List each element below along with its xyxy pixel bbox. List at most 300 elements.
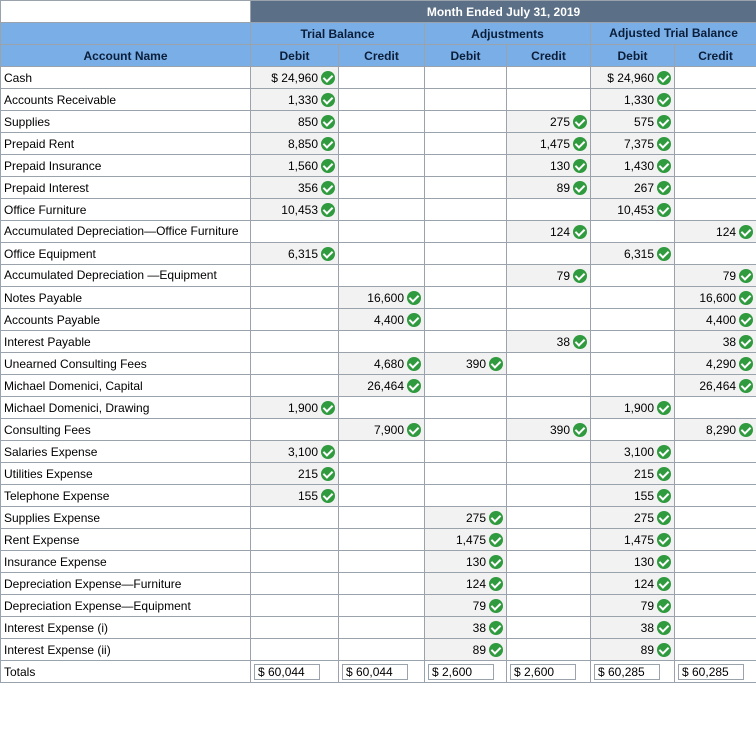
table-row — [1, 397, 756, 419]
tb-debit-cell[interactable] — [251, 397, 339, 419]
atb-debit-cell[interactable] — [591, 463, 675, 485]
atb-debit-cell[interactable] — [591, 595, 675, 617]
check-circle-icon — [739, 335, 753, 349]
atb-debit-cell[interactable] — [591, 353, 675, 375]
check-circle-icon — [739, 357, 753, 371]
tb-credit-cell[interactable] — [339, 639, 425, 661]
atb-credit-cell[interactable] — [675, 133, 756, 155]
table-row — [1, 595, 756, 617]
adj-debit-total-cell[interactable] — [425, 661, 507, 683]
atb-debit-cell[interactable] — [591, 331, 675, 353]
adj-debit-cell[interactable] — [425, 309, 507, 331]
adj-debit-cell[interactable] — [425, 639, 507, 661]
account-name: Interest Expense (i) — [1, 617, 251, 639]
tb-debit-cell[interactable] — [251, 595, 339, 617]
adj-credit-cell[interactable] — [507, 639, 591, 661]
account-name: Telephone Expense — [1, 485, 251, 507]
atb-debit-cell[interactable] — [591, 67, 675, 89]
account-name: Insurance Expense — [1, 551, 251, 573]
adj-credit-value: 38 — [556, 334, 570, 349]
check-circle-icon — [407, 357, 421, 371]
adj-credit-cell[interactable] — [507, 133, 591, 155]
adj-debit-total: $ 2,600 — [428, 664, 494, 680]
tb-debit-cell[interactable] — [251, 155, 339, 177]
atb-debit-cell[interactable] — [591, 507, 675, 529]
check-circle-icon — [657, 93, 671, 107]
tb-credit-value: 16,600 — [367, 290, 404, 305]
tb-debit-cell[interactable] — [251, 309, 339, 331]
atb-debit-cell[interactable] — [591, 617, 675, 639]
adj-credit-total-cell[interactable] — [507, 661, 591, 683]
adj-credit-value: 275 — [549, 114, 570, 129]
atb-credit-cell[interactable] — [675, 287, 756, 309]
atb-debit-value: 89 — [640, 642, 654, 657]
atb-credit-cell[interactable] — [675, 331, 756, 353]
adj-credit-cell[interactable] — [507, 155, 591, 177]
tb-debit-cell[interactable] — [251, 463, 339, 485]
atb-debit-cell[interactable] — [591, 529, 675, 551]
tb-credit-total: $ 60,044 — [342, 664, 408, 680]
atb-credit-cell[interactable] — [675, 111, 756, 133]
check-circle-icon — [489, 533, 503, 547]
tb-debit-value: 1,560 — [287, 158, 318, 173]
atb-credit-cell[interactable] — [675, 551, 756, 573]
atb-credit-cell[interactable] — [675, 309, 756, 331]
tb-debit-cell[interactable] — [251, 507, 339, 529]
atb-debit-value: 1,430 — [623, 158, 654, 173]
adj-credit-cell[interactable] — [507, 463, 591, 485]
adj-debit-cell[interactable] — [425, 177, 507, 199]
tb-debit-cell[interactable] — [251, 617, 339, 639]
adj-debit-cell[interactable] — [425, 243, 507, 265]
adj-debit-cell[interactable] — [425, 67, 507, 89]
atb-credit-total: $ 60,285 — [678, 664, 744, 680]
tb-debit-cell[interactable] — [251, 111, 339, 133]
adj-credit-cell[interactable] — [507, 199, 591, 221]
adj-debit-cell[interactable] — [425, 419, 507, 441]
atb-credit-value: 38 — [722, 334, 737, 349]
atb-credit-cell[interactable] — [675, 89, 756, 111]
atb-credit-value: 4,400 — [706, 312, 737, 327]
account-name: Notes Payable — [1, 287, 251, 309]
adj-credit-cell[interactable] — [507, 111, 591, 133]
adj-credit-cell[interactable] — [507, 485, 591, 507]
adj-credit-value: 124 — [549, 224, 570, 239]
atb-credit-cell[interactable] — [675, 441, 756, 463]
tb-credit-cell[interactable] — [339, 155, 425, 177]
atb-credit-cell[interactable] — [675, 419, 756, 441]
tb-debit-cell[interactable] — [251, 529, 339, 551]
check-circle-icon — [739, 313, 753, 327]
adj-credit-cell[interactable] — [507, 529, 591, 551]
check-circle-icon — [321, 489, 335, 503]
check-circle-icon — [321, 181, 335, 195]
tb-credit-cell[interactable] — [339, 441, 425, 463]
tb-credit-cell[interactable] — [339, 309, 425, 331]
check-circle-icon — [321, 401, 335, 415]
tb-credit-cell[interactable] — [339, 221, 425, 243]
atb-credit-cell[interactable] — [675, 485, 756, 507]
atb-debit-cell[interactable] — [591, 133, 675, 155]
atb-debit-value: 575 — [633, 114, 654, 129]
adj-debit-cell[interactable] — [425, 397, 507, 419]
atb-credit-cell[interactable] — [675, 529, 756, 551]
adj-debit-cell[interactable] — [425, 89, 507, 111]
account-name: Supplies — [1, 111, 251, 133]
tb-debit-cell[interactable] — [251, 199, 339, 221]
atb-credit-value: 16,600 — [699, 290, 737, 305]
adj-debit-cell[interactable] — [425, 551, 507, 573]
atb-credit-total-cell[interactable] — [675, 661, 756, 683]
tb-credit-cell[interactable] — [339, 133, 425, 155]
atb-debit-value: 38 — [640, 620, 654, 635]
check-circle-icon — [657, 555, 671, 569]
tb-credit-cell[interactable] — [339, 617, 425, 639]
tb-debit-cell[interactable] — [251, 331, 339, 353]
worksheet-body — [1, 67, 756, 683]
tb-debit-cell[interactable] — [251, 441, 339, 463]
atb-credit-cell[interactable] — [675, 243, 756, 265]
atb-debit-cell[interactable] — [591, 287, 675, 309]
adj-debit-cell[interactable] — [425, 485, 507, 507]
check-circle-icon — [573, 159, 587, 173]
atb-debit-cell[interactable] — [591, 221, 675, 243]
tb-debit-value: 1,330 — [287, 92, 318, 107]
account-name: Accumulated Depreciation —Equipment — [1, 265, 251, 287]
atb-debit-cell[interactable] — [591, 573, 675, 595]
check-circle-icon — [407, 291, 421, 305]
adj-credit-value: 130 — [549, 158, 570, 173]
atb-debit-value: 155 — [633, 488, 654, 503]
atb-debit-cell[interactable] — [591, 243, 675, 265]
tb-debit-value: 6,315 — [287, 246, 318, 261]
check-circle-icon — [321, 93, 335, 107]
group-adjusted-trial-balance: Adjusted Trial Balance — [591, 23, 756, 45]
tb-credit-cell[interactable] — [339, 595, 425, 617]
tb-credit-total-cell[interactable] — [339, 661, 425, 683]
atb-credit-cell[interactable] — [675, 177, 756, 199]
tb-debit-value: 3,100 — [287, 444, 318, 459]
atb-credit-cell[interactable] — [675, 375, 756, 397]
atb-credit-cell[interactable] — [675, 353, 756, 375]
header-blank-cell — [1, 1, 251, 23]
adj-debit-cell[interactable] — [425, 507, 507, 529]
tb-credit-cell[interactable] — [339, 287, 425, 309]
adj-credit-value: 89 — [556, 180, 570, 195]
table-row — [1, 309, 756, 331]
atb-debit-value: 1,330 — [623, 92, 654, 107]
atb-debit-value: 1,900 — [623, 400, 654, 415]
tb-debit-cell[interactable] — [251, 221, 339, 243]
account-name: Unearned Consulting Fees — [1, 353, 251, 375]
adj-credit-cell[interactable] — [507, 353, 591, 375]
atb-debit-cell[interactable] — [591, 419, 675, 441]
adj-debit-cell[interactable] — [425, 595, 507, 617]
account-name: Depreciation Expense—Furniture — [1, 573, 251, 595]
atb-credit-cell[interactable] — [675, 221, 756, 243]
check-circle-icon — [657, 511, 671, 525]
account-name-header: Account Name — [1, 45, 251, 67]
atb-debit-cell[interactable] — [591, 397, 675, 419]
group-trial-balance: Trial Balance — [251, 23, 425, 45]
tb-credit-cell[interactable] — [339, 573, 425, 595]
tb-credit-cell[interactable] — [339, 111, 425, 133]
adj-debit-value: 130 — [465, 554, 486, 569]
atb-credit-cell[interactable] — [675, 617, 756, 639]
atb-debit-value: 79 — [640, 598, 654, 613]
atb-debit-cell[interactable] — [591, 639, 675, 661]
table-row — [1, 617, 756, 639]
tb-credit-cell[interactable] — [339, 243, 425, 265]
table-row — [1, 463, 756, 485]
tb-credit-cell[interactable] — [339, 419, 425, 441]
atb-debit-cell[interactable] — [591, 309, 675, 331]
atb-debit-cell[interactable] — [591, 89, 675, 111]
check-circle-icon — [657, 577, 671, 591]
tb-debit-cell[interactable] — [251, 639, 339, 661]
atb-debit-value: 124 — [633, 576, 654, 591]
tb-credit-cell[interactable] — [339, 331, 425, 353]
check-circle-icon — [489, 643, 503, 657]
tb-debit-cell[interactable] — [251, 133, 339, 155]
adj-debit-cell[interactable] — [425, 441, 507, 463]
tb-credit-header: Credit — [339, 45, 425, 67]
check-circle-icon — [657, 247, 671, 261]
atb-credit-value: 8,290 — [706, 422, 737, 437]
atb-credit-cell[interactable] — [675, 265, 756, 287]
adj-credit-cell[interactable] — [507, 419, 591, 441]
check-circle-icon — [657, 533, 671, 547]
adj-debit-cell[interactable] — [425, 331, 507, 353]
atb-credit-cell[interactable] — [675, 199, 756, 221]
account-name: Supplies Expense — [1, 507, 251, 529]
check-circle-icon — [657, 445, 671, 459]
check-circle-icon — [657, 643, 671, 657]
atb-credit-cell[interactable] — [675, 507, 756, 529]
check-circle-icon — [407, 423, 421, 437]
tb-debit-total-cell[interactable] — [251, 661, 339, 683]
atb-debit-cell[interactable] — [591, 111, 675, 133]
adj-debit-cell[interactable] — [425, 573, 507, 595]
adj-debit-cell[interactable] — [425, 375, 507, 397]
adj-debit-value: 1,475 — [455, 532, 486, 547]
adj-credit-cell[interactable] — [507, 287, 591, 309]
adj-credit-cell[interactable] — [507, 221, 591, 243]
table-row — [1, 375, 756, 397]
account-name: Office Furniture — [1, 199, 251, 221]
adj-credit-cell[interactable] — [507, 177, 591, 199]
atb-debit-cell[interactable] — [591, 155, 675, 177]
check-circle-icon — [657, 489, 671, 503]
adj-credit-cell[interactable] — [507, 67, 591, 89]
check-circle-icon — [739, 225, 753, 239]
atb-debit-cell[interactable] — [591, 485, 675, 507]
check-circle-icon — [739, 379, 753, 393]
check-circle-icon — [657, 467, 671, 481]
tb-credit-cell[interactable] — [339, 375, 425, 397]
tb-debit-cell[interactable] — [251, 375, 339, 397]
check-circle-icon — [657, 71, 671, 85]
check-circle-icon — [657, 159, 671, 173]
atb-credit-cell[interactable] — [675, 397, 756, 419]
atb-credit-cell[interactable] — [675, 155, 756, 177]
tb-credit-value: 4,680 — [373, 356, 404, 371]
atb-credit-cell[interactable] — [675, 595, 756, 617]
account-name: Consulting Fees — [1, 419, 251, 441]
adj-credit-cell[interactable] — [507, 551, 591, 573]
check-circle-icon — [489, 511, 503, 525]
atb-debit-value: 10,453 — [617, 202, 654, 217]
tb-credit-cell[interactable] — [339, 177, 425, 199]
tb-credit-cell[interactable] — [339, 507, 425, 529]
account-name: Salaries Expense — [1, 441, 251, 463]
atb-debit-cell[interactable] — [591, 177, 675, 199]
atb-credit-cell[interactable] — [675, 67, 756, 89]
account-name: Prepaid Interest — [1, 177, 251, 199]
tb-credit-cell[interactable] — [339, 397, 425, 419]
check-circle-icon — [407, 379, 421, 393]
tb-credit-cell[interactable] — [339, 463, 425, 485]
check-circle-icon — [321, 115, 335, 129]
atb-debit-cell[interactable] — [591, 441, 675, 463]
account-name: Interest Expense (ii) — [1, 639, 251, 661]
adj-debit-cell[interactable] — [425, 463, 507, 485]
atb-debit-cell[interactable] — [591, 199, 675, 221]
adj-credit-cell[interactable] — [507, 595, 591, 617]
adj-credit-cell[interactable] — [507, 89, 591, 111]
adj-debit-value: 89 — [472, 642, 486, 657]
check-circle-icon — [489, 599, 503, 613]
atb-debit-value: 215 — [633, 466, 654, 481]
adj-credit-cell[interactable] — [507, 573, 591, 595]
table-row — [1, 265, 756, 287]
tb-credit-value: 26,464 — [367, 378, 404, 393]
atb-debit-value: 1,475 — [623, 532, 654, 547]
tb-debit-cell[interactable] — [251, 287, 339, 309]
check-circle-icon — [407, 313, 421, 327]
adj-credit-cell[interactable] — [507, 309, 591, 331]
tb-debit-cell[interactable] — [251, 485, 339, 507]
account-name: Michael Domenici, Capital — [1, 375, 251, 397]
tb-debit-cell[interactable] — [251, 573, 339, 595]
adj-credit-cell[interactable] — [507, 243, 591, 265]
table-row — [1, 111, 756, 133]
check-circle-icon — [657, 621, 671, 635]
check-circle-icon — [739, 291, 753, 305]
tb-debit-cell[interactable] — [251, 265, 339, 287]
tb-debit-value: 155 — [297, 488, 318, 503]
adj-credit-cell[interactable] — [507, 375, 591, 397]
tb-debit-value: 356 — [297, 180, 318, 195]
adj-debit-value: 38 — [472, 620, 486, 635]
tb-credit-cell[interactable] — [339, 67, 425, 89]
adj-debit-cell[interactable] — [425, 111, 507, 133]
adj-credit-cell[interactable] — [507, 441, 591, 463]
atb-debit-value: 130 — [633, 554, 654, 569]
adj-credit-cell[interactable] — [507, 265, 591, 287]
atb-credit-cell[interactable] — [675, 573, 756, 595]
atb-credit-cell[interactable] — [675, 639, 756, 661]
tb-credit-cell[interactable] — [339, 485, 425, 507]
atb-debit-header: Debit — [591, 45, 675, 67]
tb-debit-value: 850 — [297, 114, 318, 129]
check-circle-icon — [489, 621, 503, 635]
tb-debit-cell[interactable] — [251, 353, 339, 375]
adj-debit-cell[interactable] — [425, 529, 507, 551]
atb-credit-cell[interactable] — [675, 463, 756, 485]
account-name: Utilities Expense — [1, 463, 251, 485]
tb-credit-cell[interactable] — [339, 199, 425, 221]
atb-debit-cell[interactable] — [591, 551, 675, 573]
adj-debit-cell[interactable] — [425, 155, 507, 177]
table-row — [1, 199, 756, 221]
adj-debit-cell[interactable] — [425, 221, 507, 243]
account-name: Cash — [1, 67, 251, 89]
tb-credit-cell[interactable] — [339, 265, 425, 287]
account-name: Rent Expense — [1, 529, 251, 551]
adj-debit-cell[interactable] — [425, 617, 507, 639]
period-title: Month Ended July 31, 2019 — [251, 1, 756, 23]
adj-debit-cell[interactable] — [425, 353, 507, 375]
atb-debit-cell[interactable] — [591, 375, 675, 397]
check-circle-icon — [657, 137, 671, 151]
account-name: Prepaid Insurance — [1, 155, 251, 177]
check-circle-icon — [573, 181, 587, 195]
adj-debit-cell[interactable] — [425, 133, 507, 155]
atb-debit-value: $ 24,960 — [607, 70, 654, 85]
adj-credit-cell[interactable] — [507, 617, 591, 639]
adj-debit-cell[interactable] — [425, 199, 507, 221]
atb-debit-cell[interactable] — [591, 265, 675, 287]
tb-credit-cell[interactable] — [339, 551, 425, 573]
tb-credit-cell[interactable] — [339, 89, 425, 111]
tb-debit-cell[interactable] — [251, 243, 339, 265]
tb-debit-cell[interactable] — [251, 177, 339, 199]
table-row — [1, 441, 756, 463]
atb-debit-value: 6,315 — [623, 246, 654, 261]
adj-credit-cell[interactable] — [507, 507, 591, 529]
tb-debit-cell[interactable] — [251, 67, 339, 89]
account-name: Office Equipment — [1, 243, 251, 265]
adj-credit-value: 390 — [549, 422, 570, 437]
adj-debit-value: 275 — [465, 510, 486, 525]
tb-debit-cell[interactable] — [251, 419, 339, 441]
tb-credit-cell[interactable] — [339, 529, 425, 551]
adj-debit-cell[interactable] — [425, 265, 507, 287]
table-row — [1, 67, 756, 89]
tb-debit-cell[interactable] — [251, 89, 339, 111]
atb-debit-total-cell[interactable] — [591, 661, 675, 683]
table-row — [1, 639, 756, 661]
check-circle-icon — [321, 203, 335, 217]
tb-debit-cell[interactable] — [251, 551, 339, 573]
tb-debit-header: Debit — [251, 45, 339, 67]
adj-credit-cell[interactable] — [507, 397, 591, 419]
check-circle-icon — [573, 335, 587, 349]
tb-credit-cell[interactable] — [339, 353, 425, 375]
table-row — [1, 331, 756, 353]
check-circle-icon — [321, 467, 335, 481]
atb-debit-value: 3,100 — [623, 444, 654, 459]
check-circle-icon — [657, 401, 671, 415]
adj-credit-cell[interactable] — [507, 331, 591, 353]
atb-credit-value: 124 — [716, 224, 737, 239]
check-circle-icon — [657, 203, 671, 217]
adj-debit-value: 390 — [465, 356, 486, 371]
atb-debit-value: 7,375 — [623, 136, 654, 151]
adj-debit-cell[interactable] — [425, 287, 507, 309]
check-circle-icon — [573, 269, 587, 283]
